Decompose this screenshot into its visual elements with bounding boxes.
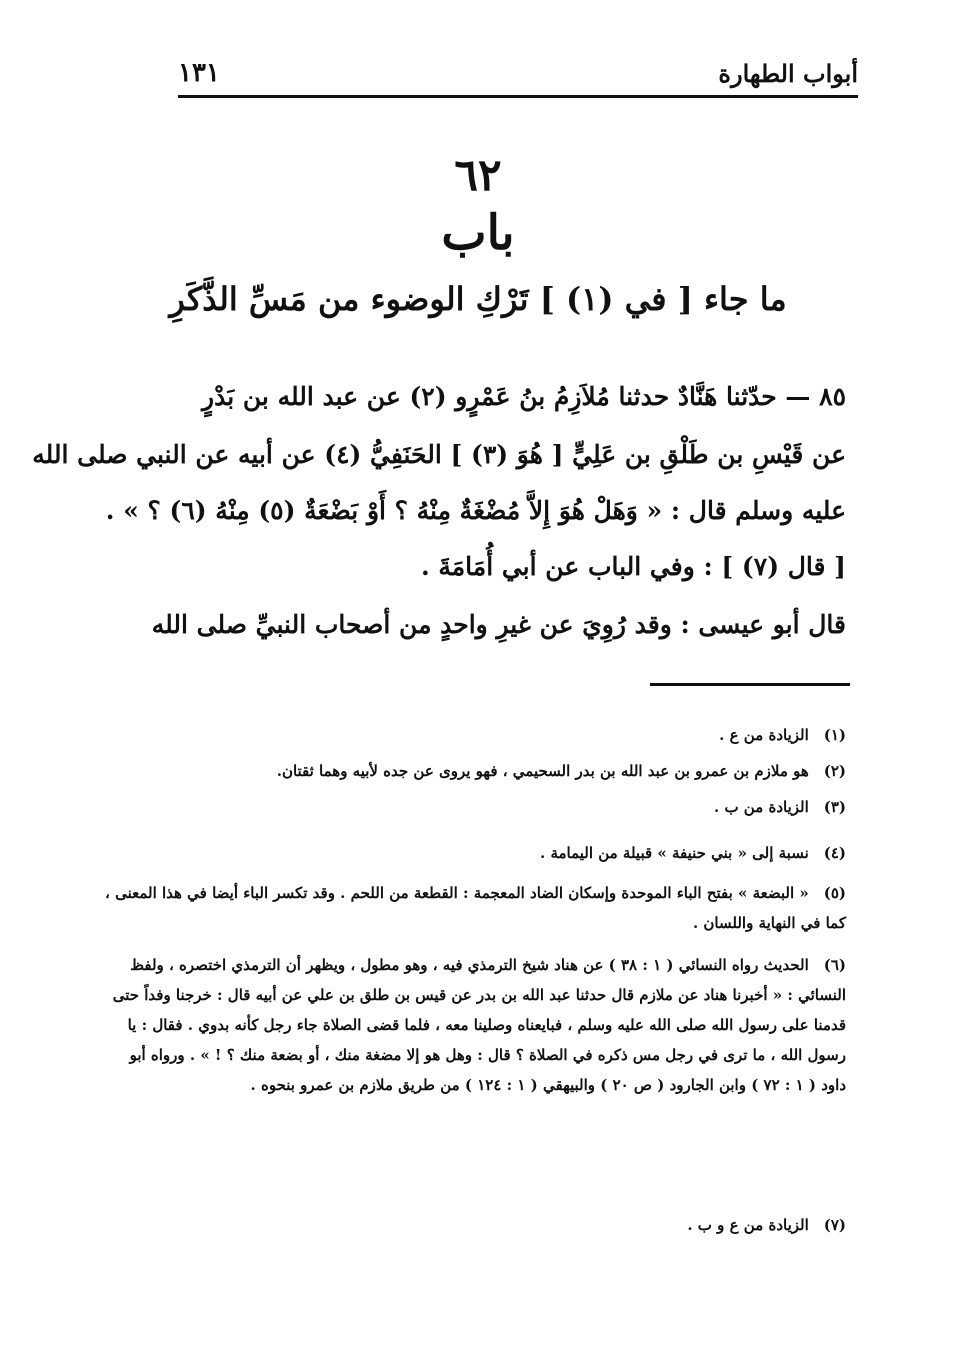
- footnote-mark: (٦): [823, 956, 846, 974]
- footnote-text: الزيادة من ع و ب .: [687, 1216, 809, 1234]
- chapter-title: ما جاء [ في (١) ] تَرْكِ الوضوء من مَسِّ الذَّكَرِ: [169, 280, 787, 318]
- footnote: [101, 720, 846, 750]
- footnote-text: نسبة إلى « بني حنيفة » قبيلة من اليمامة .: [540, 844, 809, 862]
- footnote-text: الزيادة من ب .: [714, 798, 809, 816]
- footnote-mark: (٣): [823, 798, 846, 816]
- footnote: [101, 838, 846, 868]
- footnote: [101, 792, 846, 822]
- footnote-mark: (٢): [823, 762, 846, 780]
- footnote-text: الحديث رواه النسائي ( ١ : ٣٨ ) عن هناد شيخ الترمذي فيه ، وهو مطول ، ويظهر أن الترمذي اختصره ، ولفظ النسائي : « أخبرنا هناد عن ملازم قال حدثنا عبد الله بن بدر عن قيس بن طلق بن علي عن أبيه قال : خرجنا وفداً حتى قدمنا على رسول الله صلى الله عليه وسلم ، فبايعناه وصلينا معه ، فلما قضى الصلاة جاء رجل كأنه بدوي . فقال : يا رسول الله ، ما ترى في رجل مس ذكره في الصلاة ؟ قال : وهل هو إلا مضغة منك ، أو بضعة منك ؟ ! » . ورواه أبو داود ( ١ : ٧٢ ) وابن الجارود ( ص ٢٠ ) والبيهقي ( ١ : ١٢٤ ) من طريق ملازم بن عمرو بنحوه .: [112, 956, 846, 1094]
- chapter-word: باب: [441, 205, 515, 261]
- footnote: [101, 878, 846, 938]
- footnote-text: الزيادة من ع .: [719, 726, 809, 744]
- hadith-line: [ قال (٧) ] : وفي الباب عن أبي أُمَامَةَ .: [420, 552, 846, 581]
- header-rule: [178, 95, 858, 98]
- footnote: [101, 1210, 846, 1240]
- running-header: [178, 52, 858, 94]
- hadith-line: عليه وسلم قال : « وَهَلْ هُوَ إِلاَّ مُضْغَةٌ مِنْهُ ؟ أَوْ بَضْعَةٌ (٥) مِنْهُ (٦) ؟ » .: [105, 496, 846, 525]
- footnote: [101, 756, 846, 786]
- footnote-text: هو ملازم بن عمرو بن عبد الله بن بدر السحيمي ، فهو يروى عن جده لأبيه وهما ثقتان.: [276, 762, 809, 780]
- footnote-mark: (٧): [823, 1216, 846, 1234]
- footnote-mark: (١): [823, 726, 846, 744]
- footnote-mark: (٥): [823, 884, 846, 902]
- page-number: ١٣١: [178, 58, 220, 88]
- hadith-line: عن قَيْسِ بن طَلْقِ بن عَلِيٍّ [ هُوَ (٣) ] الحَنَفِيُّ (٤) عن أبيه عن النبي صلى الله: [32, 440, 846, 469]
- hadith-line: قال أبو عيسى : وقد رُوِيَ عن غيرِ واحدٍ من أصحاب النبيِّ صلى الله: [151, 610, 846, 639]
- footnote-mark: (٤): [823, 844, 846, 862]
- footnote-separator: [650, 683, 850, 686]
- footnote-text: « البضعة » بفتح الباء الموحدة وإسكان الضاد المعجمة : القطعة من اللحم . وقد تكسر الباء أيضا في هذا المعنى ، كما في النهاية واللسان .: [105, 884, 846, 932]
- chapter-number: ٦٢: [454, 150, 502, 201]
- footnote: [101, 950, 846, 1100]
- header-title: أبواب الطهارة: [718, 58, 858, 88]
- hadith-line: ٨٥ — حدّثنا هَنَّادٌ حدثنا مُلاَزِمُ بنُ عَمْرٍو (٢) عن عبد الله بن بَدْرٍ: [202, 382, 846, 411]
